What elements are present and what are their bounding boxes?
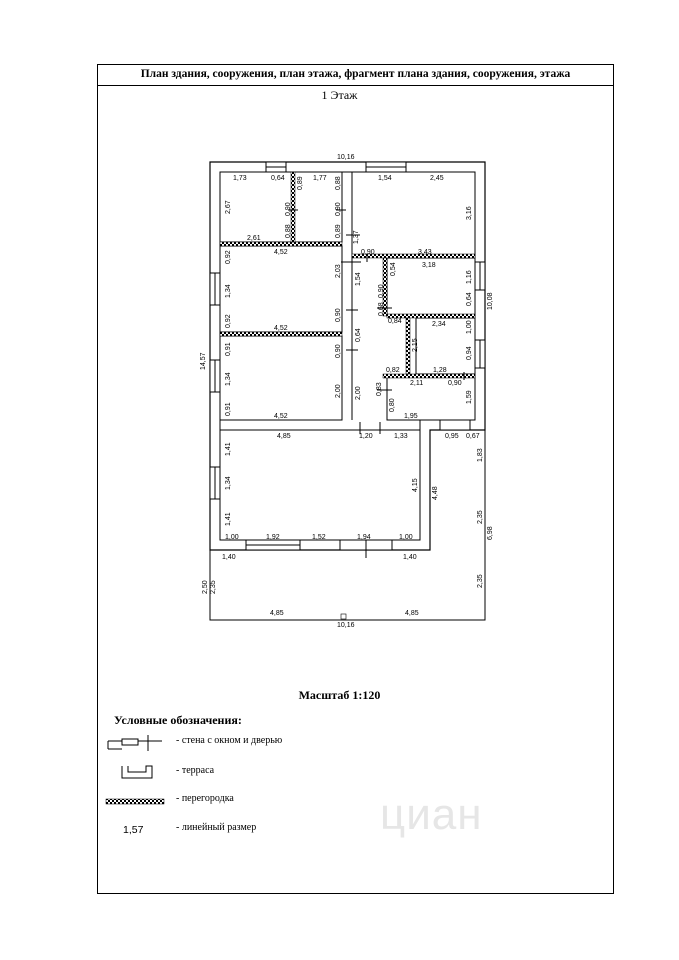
dim-overall-left: 14,57 — [200, 352, 207, 370]
dim: 0,83 — [376, 382, 383, 396]
dim: 1,54 — [378, 175, 392, 182]
dim: 1,34 — [225, 476, 232, 490]
dim: 4,48 — [432, 486, 439, 500]
dim: 1,59 — [466, 390, 473, 404]
document-title: План здания, сооружения, план этажа, фрагмент плана здания, сооружения, этажа — [97, 64, 614, 86]
dim: 2,15 — [412, 338, 419, 352]
dim: 0,88 — [335, 176, 342, 190]
dim: 1,37 — [353, 230, 360, 244]
dim: 0,90 — [335, 202, 342, 216]
dim: 0,94 — [466, 346, 473, 360]
watermark-logo: циан — [380, 790, 483, 839]
dim: 0,92 — [225, 250, 232, 264]
dim: 0,90 — [335, 344, 342, 358]
dim: 4,85 — [277, 433, 291, 440]
dim: 1,40 — [403, 554, 417, 561]
partition — [220, 332, 342, 336]
dim: 2,00 — [355, 386, 362, 400]
legend-title: Условные обозначения: — [114, 713, 242, 727]
dim: 4,52 — [274, 325, 288, 332]
dim: 1,77 — [313, 175, 327, 182]
dim: 1,20 — [359, 433, 373, 440]
dim: 0,92 — [225, 314, 232, 328]
legend-wall-label: - стена с окном и дверью — [176, 735, 283, 746]
dim: 2,34 — [432, 321, 446, 328]
dim: 4,52 — [274, 413, 288, 420]
dim: 0,80 — [389, 398, 396, 412]
dim: 1,33 — [394, 433, 408, 440]
dim: 2,00 — [335, 384, 342, 398]
dim: 0,88 — [285, 224, 292, 238]
dim: 1,83 — [477, 448, 484, 462]
dim: 4,15 — [412, 478, 419, 492]
dim: 0,91 — [225, 402, 232, 416]
room-a — [220, 246, 342, 332]
dim: 2,45 — [430, 175, 444, 182]
dim: 1,34 — [225, 284, 232, 298]
dim: 4,52 — [274, 249, 288, 256]
dim: 1,52 — [312, 534, 326, 541]
partition — [406, 318, 410, 374]
dim: 0,90 — [448, 380, 462, 387]
dim: 1,00 — [466, 320, 473, 334]
dim: 0,90 — [361, 249, 375, 256]
terrace-outline — [210, 162, 485, 620]
dim: 1,40 — [222, 554, 236, 561]
dim: 1,41 — [225, 512, 232, 526]
dim: 2,67 — [225, 200, 232, 214]
dim: 3,18 — [422, 262, 436, 269]
dim: 0,89 — [297, 176, 304, 190]
legend-dimension-label: - линейный размер — [176, 822, 257, 833]
dim: 0,64 — [466, 292, 473, 306]
dim: 2,35 — [477, 574, 484, 588]
dim: 2,35 — [477, 510, 484, 524]
dim: 2,03 — [335, 264, 342, 278]
legend-dimension-sample: 1,57 — [123, 824, 144, 836]
dim: 1,54 — [355, 272, 362, 286]
dim: 1,00 — [399, 534, 413, 541]
dim: 1,41 — [225, 442, 232, 456]
exterior-wall-inner — [220, 172, 475, 540]
dim: 0,90 — [285, 202, 292, 216]
floor-label: 1 Этаж — [321, 88, 358, 102]
dim: 0,67 — [466, 433, 480, 440]
room-1 — [220, 172, 342, 242]
dim: 0,91 — [225, 342, 232, 356]
dim: 4,85 — [405, 610, 419, 617]
dim: 2,35 — [210, 580, 217, 594]
dim: 0,68 — [378, 302, 385, 316]
scale-label: Масштаб 1:120 — [298, 688, 381, 702]
partition — [383, 374, 475, 378]
dim: 0,90 — [378, 284, 385, 298]
dim: 2,61 — [247, 235, 261, 242]
legend-partition-symbol — [106, 799, 164, 804]
dim: 1,28 — [433, 367, 447, 374]
dim-overall-bottom: 10,16 — [337, 622, 355, 629]
dim: 1,16 — [466, 270, 473, 284]
room-b — [220, 336, 342, 420]
dim: 0,89 — [335, 224, 342, 238]
dim-right-height: 10,08 — [487, 292, 494, 310]
legend-partition-label: - перегородка — [176, 793, 234, 804]
exterior-wall — [210, 162, 485, 550]
dim: 2,50 — [202, 580, 209, 594]
dim-terrace-height: 6,98 — [487, 526, 494, 540]
dim: 0,90 — [335, 308, 342, 322]
dim: 1,95 — [404, 413, 418, 420]
legend-terrace-symbol — [122, 766, 152, 778]
dim: 3,43 — [418, 249, 432, 256]
dim: 0,82 — [386, 367, 400, 374]
dim-overall-top: 10,16 — [337, 154, 355, 161]
dim: 3,16 — [466, 206, 473, 220]
legend-wall-symbol — [108, 735, 162, 751]
room-5 — [387, 376, 475, 420]
partition — [220, 242, 342, 246]
dim: 0,84 — [388, 318, 402, 325]
dim: 1,34 — [225, 372, 232, 386]
dim: 2,11 — [410, 380, 424, 387]
dim: 0,54 — [390, 262, 397, 276]
living-room — [220, 430, 420, 540]
room-2 — [352, 172, 475, 256]
legend-terrace-label: - терраса — [176, 765, 215, 776]
dim: 0,95 — [445, 433, 459, 440]
dim: 0,64 — [355, 328, 362, 342]
dim: 0,64 — [271, 175, 285, 182]
dim: 1,73 — [233, 175, 247, 182]
dim: 1,00 — [225, 534, 239, 541]
dim: 1,94 — [357, 534, 371, 541]
entry-steps — [440, 420, 470, 430]
dim: 4,85 — [270, 610, 284, 617]
dim: 1,92 — [266, 534, 280, 541]
